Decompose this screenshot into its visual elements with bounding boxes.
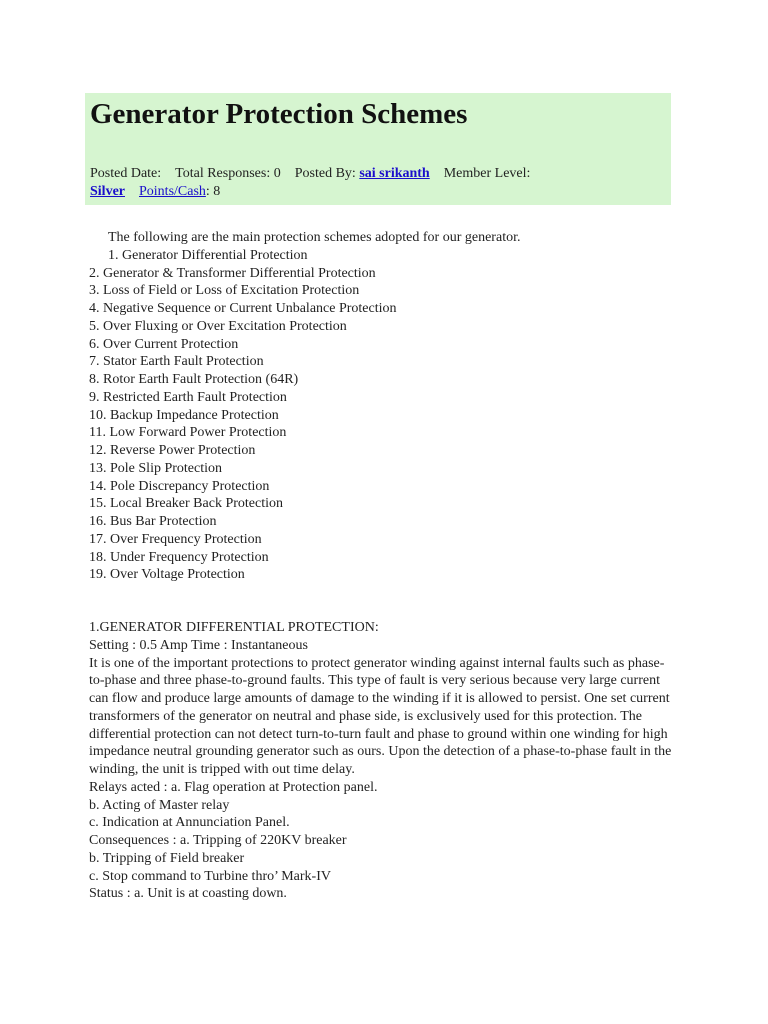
relays-acted: Relays acted : a. Flag operation at Protection panel. <box>89 779 378 795</box>
scheme-item: 4. Negative Sequence or Current Unbalance Protection <box>89 301 397 316</box>
post-content <box>89 229 679 903</box>
scheme-item: 10. Backup Impedance Protection <box>89 407 279 423</box>
scheme-item: 2. Generator & Transformer Differential Protection <box>89 265 376 281</box>
scheme-item: 1. Generator Differential Protection <box>108 247 308 263</box>
post-meta: Posted Date: Total Responses: 0 Posted By: sai srikanth Member Level: Silver Points/Cash: 8 <box>90 166 531 199</box>
relay-item-b: b. Acting of Master relay <box>89 797 230 813</box>
scheme-item: 15. Local Breaker Back Protection <box>89 496 283 512</box>
total-responses-label: Total Responses: <box>175 166 271 181</box>
scheme-item: 9. Restricted Earth Fault Protection <box>89 389 287 405</box>
status-line: Status : a. Unit is at coasting down. <box>89 886 287 902</box>
scheme-item: 17. Over Frequency Protection <box>89 531 262 547</box>
posted-date-label: Posted Date: <box>90 166 162 181</box>
author-link[interactable]: sai srikanth <box>359 166 430 181</box>
points-link[interactable]: Points/Cash <box>139 184 206 199</box>
section-setting: Setting : 0.5 Amp Time : Instantaneous <box>89 637 308 653</box>
scheme-item: 14. Pole Discrepancy Protection <box>89 478 270 494</box>
member-level-link[interactable]: Silver <box>90 184 125 199</box>
scheme-item: 18. Under Frequency Protection <box>89 549 269 565</box>
scheme-item: 6. Over Current Protection <box>89 336 239 352</box>
scheme-item: 19. Over Voltage Protection <box>89 567 245 583</box>
intro-text: The following are the main protection schemes adopted for our generator. <box>108 230 521 245</box>
scheme-item: 13. Pole Slip Protection <box>89 460 222 476</box>
total-responses-value: 0 <box>273 166 281 181</box>
relay-item-c: c. Indication at Annunciation Panel. <box>89 815 290 831</box>
scheme-item: 7. Stator Earth Fault Protection <box>89 354 264 370</box>
scheme-item: 3. Loss of Field or Loss of Excitation Protection <box>89 283 360 299</box>
consequence-item-c: c. Stop command to Turbine thro’ Mark-IV <box>89 868 331 884</box>
page-title: Generator Protection Schemes <box>90 98 468 130</box>
consequence-item-b: b. Tripping of Field breaker <box>89 850 245 866</box>
scheme-item: 8. Rotor Earth Fault Protection (64R) <box>89 372 299 387</box>
scheme-item: 16. Bus Bar Protection <box>89 514 217 529</box>
scheme-item: 11. Low Forward Power Protection <box>89 425 287 441</box>
section-paragraph: It is one of the important protections to protect generator winding against internal faults such as phase-to-phase and three phase-to-ground faults. This type of fault is very serious because very large current can flow and produce large amounts of damage to the winding if it is allowed to persist. One set current transformers of the generator on neutral and phase side, is exclusively used for this protection. The differential protection can not detect turn-to-turn fault and phase to ground within one winding for high impedance neutral grounding generator such as ours. Upon the detection of a phase-to-phase fault in the winding, the unit is tripped with out time delay. <box>89 655 672 777</box>
member-level-label: Member Level: <box>443 166 531 181</box>
scheme-item: 5. Over Fluxing or Over Excitation Protection <box>89 318 347 334</box>
post-header <box>85 93 671 205</box>
posted-by-label: Posted By: <box>294 166 356 181</box>
section-heading: 1.GENERATOR DIFFERENTIAL PROTECTION: <box>89 620 379 635</box>
points-value: 8 <box>213 184 221 199</box>
scheme-item: 12. Reverse Power Protection <box>89 443 256 458</box>
consequences: Consequences : a. Tripping of 220KV breaker <box>89 833 347 848</box>
